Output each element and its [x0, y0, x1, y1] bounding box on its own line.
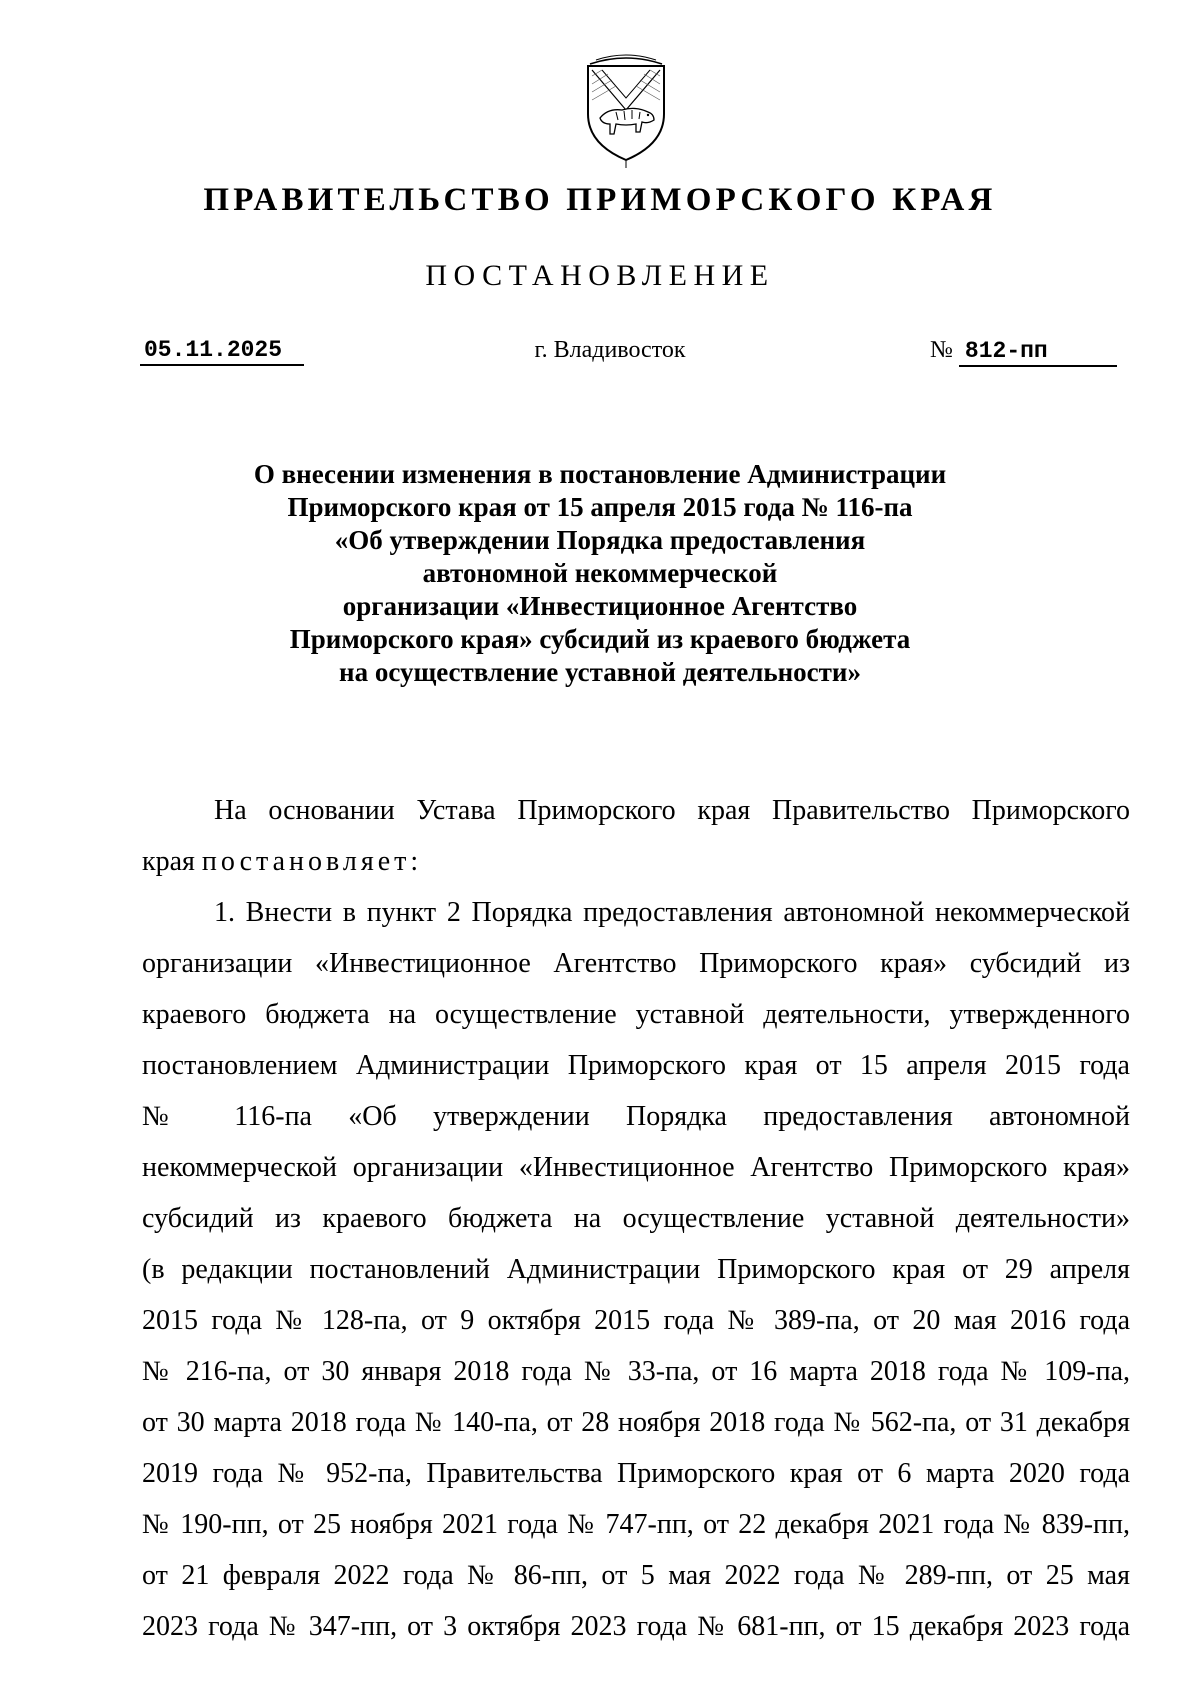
- number-value: 812-пп: [959, 337, 1117, 367]
- paragraph-line: постановлением Администрации Приморского края от 15 апреля 2015 года: [142, 1050, 1130, 1081]
- document-type: ПОСТАНОВЛЕНИЕ: [425, 259, 775, 292]
- subject-line: организации «Инвестиционное Агентство: [342, 591, 858, 621]
- subject-line: Приморского края от 15 апреля 2015 года № 116-па: [287, 492, 913, 522]
- paragraph-line: № 190-пп, от 25 ноября 2021 года № 747-пп, от 22 декабря 2021 года № 839-пп,: [142, 1509, 1130, 1540]
- subject-line: на осуществление уставной деятельности»: [339, 657, 861, 687]
- paragraph-line: № 116-па «Об утверждении Порядка предоставления автономной: [142, 1101, 1130, 1132]
- paragraph-line: (в редакции постановлений Администрации Приморского края от 29 апреля: [142, 1254, 1130, 1285]
- subject-line: «Об утверждении Порядка предоставления: [334, 525, 866, 555]
- number-prefix: №: [930, 337, 953, 363]
- paragraph-line: субсидий из краевого бюджета на осуществление уставной деятельности»: [142, 1203, 1130, 1234]
- document-number: [930, 336, 1130, 367]
- document-subject: [150, 458, 1050, 689]
- organization-title: ПРАВИТЕЛЬСТВО ПРИМОРСКОГО КРАЯ: [203, 182, 997, 218]
- coat-of-arms-emblem: [582, 52, 670, 170]
- subject-line: автономной некоммерческой: [422, 558, 778, 588]
- paragraph-line: № 216-па, от 30 января 2018 года № 33-па, от 16 марта 2018 года № 109-па,: [142, 1356, 1130, 1387]
- intro-text: края: [142, 846, 195, 877]
- coat-of-arms-icon: [582, 52, 670, 170]
- paragraph-line: 1. Внести в пункт 2 Порядка предоставления автономной некоммерческой: [214, 897, 1130, 928]
- paragraph-line: 2015 года № 128-па, от 9 октября 2015 года № 389-па, от 20 мая 2016 года: [142, 1305, 1130, 1336]
- subject-line: Приморского края» субсидий из краевого бюджета: [289, 624, 911, 654]
- body-intro-line: [142, 836, 1130, 887]
- paragraph-line: от 30 марта 2018 года № 140-па, от 28 ноября 2018 года № 562-па, от 31 декабря: [142, 1407, 1130, 1438]
- paragraph-line: организации «Инвестиционное Агентство Приморского края» субсидий из: [142, 948, 1130, 979]
- paragraph-line: 2023 года № 347-пп, от 3 октября 2023 года № 681-пп, от 15 декабря 2023 года: [142, 1611, 1130, 1642]
- decree-word: постановляет:: [201, 846, 423, 877]
- paragraph-line: от 21 февраля 2022 года № 86-пп, от 5 мая 2022 года № 289-пп, от 25 мая: [142, 1560, 1130, 1591]
- document-date: 05.11.2025: [140, 336, 304, 366]
- paragraph-line: 2019 года № 952-па, Правительства Приморского края от 6 марта 2020 года: [142, 1458, 1130, 1489]
- document-body: [142, 785, 1130, 1652]
- paragraph-line: некоммерческой организации «Инвестиционное Агентство Приморского края»: [142, 1152, 1130, 1183]
- subject-line: О внесении изменения в постановление Администрации: [253, 459, 947, 489]
- document-city: г. Владивосток: [534, 337, 686, 363]
- paragraph-line: краевого бюджета на осуществление уставной деятельности, утвержденного: [142, 999, 1130, 1030]
- body-intro-line: На основании Устава Приморского края Правительство Приморского: [214, 795, 1130, 826]
